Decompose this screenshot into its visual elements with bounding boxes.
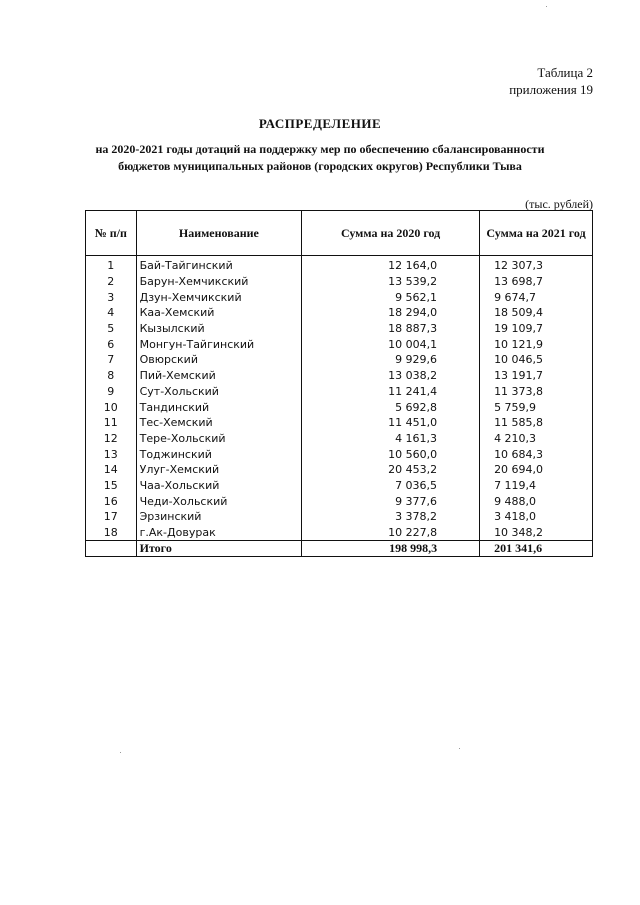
appendix-annex-number: приложения 19 (509, 82, 593, 97)
table-row (86, 493, 593, 509)
table-row (86, 446, 593, 462)
table-row (86, 509, 593, 525)
row-sum-2021: 3 418,0 (480, 509, 593, 525)
row-number: 1 (86, 256, 137, 274)
table-row (86, 256, 593, 274)
row-sum-2020: 10 560,0 (302, 446, 480, 462)
row-number: 14 (86, 462, 137, 478)
row-number: 8 (86, 368, 137, 384)
document-title: РАСПРЕДЕЛЕНИЕ (258, 116, 382, 131)
row-district-name: Барун-Хемчикский (136, 274, 302, 290)
row-number: 6 (86, 336, 137, 352)
units-note: (тыс. рублей) (525, 197, 593, 211)
table-row (86, 336, 593, 352)
row-sum-2020: 13 038,2 (302, 368, 480, 384)
row-number: 2 (86, 274, 137, 290)
row-number: 18 (86, 525, 137, 541)
row-number: 12 (86, 431, 137, 447)
table-row (86, 399, 593, 415)
table-row (86, 525, 593, 541)
table-row (86, 352, 593, 368)
row-sum-2021: 20 694,0 (480, 462, 593, 478)
table-body (86, 256, 593, 541)
header-sum-2020: Сумма на 2020 год (302, 211, 480, 256)
total-2020: 198 998,3 (302, 541, 480, 557)
row-number: 7 (86, 352, 137, 368)
row-sum-2020: 18 294,0 (302, 305, 480, 321)
distribution-table (85, 210, 593, 557)
table-row (86, 321, 593, 337)
table-total-row (86, 541, 593, 557)
document-subtitle (0, 141, 640, 175)
table-row (86, 431, 593, 447)
row-district-name: Улуг-Хемский (136, 462, 302, 478)
scan-speck (120, 752, 121, 753)
total-number-cell (86, 541, 137, 557)
subtitle-line-2: бюджетов муниципальных районов (городских округов) Республики Тыва (118, 159, 522, 173)
row-sum-2020: 3 378,2 (302, 509, 480, 525)
row-sum-2020: 11 451,0 (302, 415, 480, 431)
table-row (86, 289, 593, 305)
total-label: Итого (136, 541, 302, 557)
row-sum-2020: 9 377,6 (302, 493, 480, 509)
row-sum-2020: 9 929,6 (302, 352, 480, 368)
row-district-name: Сут-Хольский (136, 384, 302, 400)
scan-speck (459, 748, 460, 749)
table-row (86, 415, 593, 431)
row-number: 10 (86, 399, 137, 415)
table-header-row (86, 211, 593, 256)
row-district-name: Овюрский (136, 352, 302, 368)
row-sum-2021: 10 046,5 (480, 352, 593, 368)
table-row (86, 368, 593, 384)
row-sum-2021: 11 585,8 (480, 415, 593, 431)
row-district-name: Пий-Хемский (136, 368, 302, 384)
row-sum-2021: 13 698,7 (480, 274, 593, 290)
row-sum-2020: 10 004,1 (302, 336, 480, 352)
row-sum-2020: 7 036,5 (302, 478, 480, 494)
row-number: 17 (86, 509, 137, 525)
row-sum-2021: 11 373,8 (480, 384, 593, 400)
row-sum-2021: 9 488,0 (480, 493, 593, 509)
row-number: 4 (86, 305, 137, 321)
table-row (86, 478, 593, 494)
row-sum-2021: 10 121,9 (480, 336, 593, 352)
row-district-name: Бай-Тайгинский (136, 256, 302, 274)
row-sum-2021: 4 210,3 (480, 431, 593, 447)
header-number: № п/п (86, 211, 137, 256)
row-sum-2020: 9 562,1 (302, 289, 480, 305)
row-number: 16 (86, 493, 137, 509)
row-sum-2021: 18 509,4 (480, 305, 593, 321)
row-district-name: Кызылский (136, 321, 302, 337)
appendix-table-number: Таблица 2 (537, 65, 593, 80)
row-sum-2020: 5 692,8 (302, 399, 480, 415)
row-number: 5 (86, 321, 137, 337)
row-sum-2020: 10 227,8 (302, 525, 480, 541)
row-sum-2020: 11 241,4 (302, 384, 480, 400)
row-sum-2020: 20 453,2 (302, 462, 480, 478)
table-row (86, 274, 593, 290)
row-sum-2021: 5 759,9 (480, 399, 593, 415)
row-sum-2021: 9 674,7 (480, 289, 593, 305)
row-number: 15 (86, 478, 137, 494)
row-district-name: Эрзинский (136, 509, 302, 525)
row-district-name: Тере-Хольский (136, 431, 302, 447)
row-district-name: Тоджинский (136, 446, 302, 462)
row-district-name: Каа-Хемский (136, 305, 302, 321)
row-district-name: Дзун-Хемчикский (136, 289, 302, 305)
row-sum-2021: 19 109,7 (480, 321, 593, 337)
header-sum-2021: Сумма на 2021 год (480, 211, 593, 256)
row-district-name: Монгун-Тайгинский (136, 336, 302, 352)
row-number: 11 (86, 415, 137, 431)
appendix-reference (509, 64, 593, 98)
header-name: Наименование (136, 211, 302, 256)
row-sum-2021: 13 191,7 (480, 368, 593, 384)
row-number: 9 (86, 384, 137, 400)
subtitle-line-1: на 2020-2021 годы дотаций на поддержку мер по обеспечению сбалансированности (95, 142, 545, 156)
row-sum-2020: 12 164,0 (302, 256, 480, 274)
table-row (86, 305, 593, 321)
row-sum-2021: 10 684,3 (480, 446, 593, 462)
row-district-name: Тес-Хемский (136, 415, 302, 431)
row-sum-2021: 12 307,3 (480, 256, 593, 274)
table-row (86, 384, 593, 400)
row-district-name: г.Ак-Довурак (136, 525, 302, 541)
total-2021: 201 341,6 (480, 541, 593, 557)
row-number: 3 (86, 289, 137, 305)
row-district-name: Чеди-Хольский (136, 493, 302, 509)
row-number: 13 (86, 446, 137, 462)
row-sum-2021: 10 348,2 (480, 525, 593, 541)
row-sum-2020: 13 539,2 (302, 274, 480, 290)
row-sum-2020: 18 887,3 (302, 321, 480, 337)
scan-speck (546, 6, 547, 7)
table-row (86, 462, 593, 478)
row-sum-2020: 4 161,3 (302, 431, 480, 447)
row-district-name: Чаа-Хольский (136, 478, 302, 494)
row-district-name: Тандинский (136, 399, 302, 415)
row-sum-2021: 7 119,4 (480, 478, 593, 494)
